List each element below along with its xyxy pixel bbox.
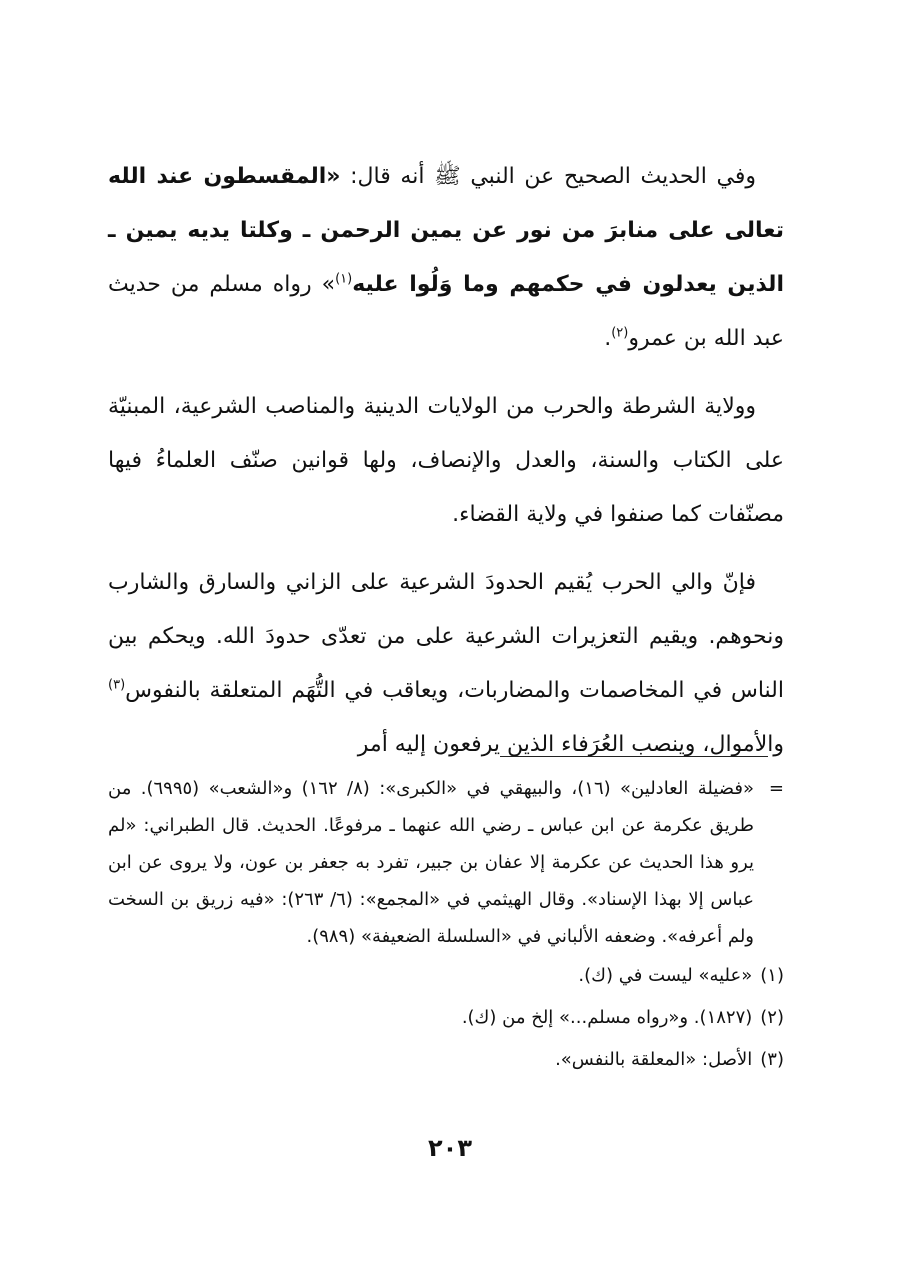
hadith-source: » رواه مسلم من حديث عبد الله بن عمرو (108, 272, 784, 351)
main-text (108, 150, 784, 786)
footnote-number: (٣) (760, 1049, 784, 1070)
page-number: ٢٠٣ (428, 1134, 472, 1162)
footnote-separator (500, 756, 768, 757)
footnote-ref-3[interactable]: (٣) (108, 677, 126, 693)
war-governor-text: فإنّ والي الحرب يُقيم الحدودَ الشرعية على الزاني والسارق والشارب ونحوهم. ويقيم التعزيرات الشرعية على من تعدّى حدودَ الله. ويحكم بين الناس في المخاصمات والمضاربات، ويعاقب في التُّهَم المتعلقة بالنفوس (108, 570, 784, 703)
footnote-continuation (108, 770, 784, 955)
footnote-1 (108, 955, 784, 997)
hadith-end: . (604, 326, 612, 351)
paragraph-hadith (108, 150, 784, 366)
footnote-number: (١) (760, 965, 784, 986)
hadith-intro: وفي الحديث الصحيح عن النبي ﷺ أنه قال: (340, 164, 756, 189)
footnote-number: (٢) (760, 1007, 784, 1028)
footnotes (108, 770, 784, 1081)
footnote-ref-1[interactable]: (١) (335, 271, 353, 287)
hadith-quote: «المقسطون عند الله تعالى على منابرَ من نور عن يمين الرحمن ـ وكلتا يديه يمين ـ الذين يعدلون في حكمهم وما وَلُوا عليه (108, 164, 784, 297)
footnote-text: الأصل: «المعلقة بالنفس». (555, 1049, 753, 1070)
footnote-ref-2[interactable]: (٢) (611, 325, 629, 341)
continuation-marker: = (768, 778, 784, 799)
paragraph-police-authority: وولاية الشرطة والحرب من الولايات الدينية والمناصب الشرعية، المبنيّة على الكتاب والسنة، والعدل والإنصاف، ولها قوانين صنّف العلماءُ فيها مصنّفات كما صنفوا في ولاية القضاء. (108, 394, 784, 527)
footnote-text: (١٨٢٧). و«رواه مسلم...» إلخ من (ك). (461, 1007, 753, 1028)
paragraph-war-governor (108, 556, 784, 772)
war-governor-text-end: والأموال، وينصب العُرَفاء الذين يرفعون إليه أمر (357, 732, 784, 757)
footnote-3 (108, 1039, 784, 1081)
footnote-text: «عليه» ليست في (ك). (578, 965, 753, 986)
footnote-2 (108, 997, 784, 1039)
footnote-continuation-text: «فضيلة العادلين» (١٦)، والبيهقي في «الكبرى»: (٨/ ١٦٢) و«الشعب» (٦٩٩٥). من طريق عكرمة عن ابن عباس ـ رضي الله عنهما ـ مرفوعًا. الحديث. قال الطبراني: «لم يرو هذا الحديث عن عكرمة إلا عفان بن جبير، تفرد به جعفر بن عون، ولا يروى عن ابن عباس إلا بهذا الإسناد». وقال الهيثمي في «المجمع»: (٦/ ٢٦٣): «فيه زريق بن السخت ولم أعرفه». وضعفه الألباني في «السلسلة الضعيفة» (٩٨٩). (108, 778, 755, 947)
